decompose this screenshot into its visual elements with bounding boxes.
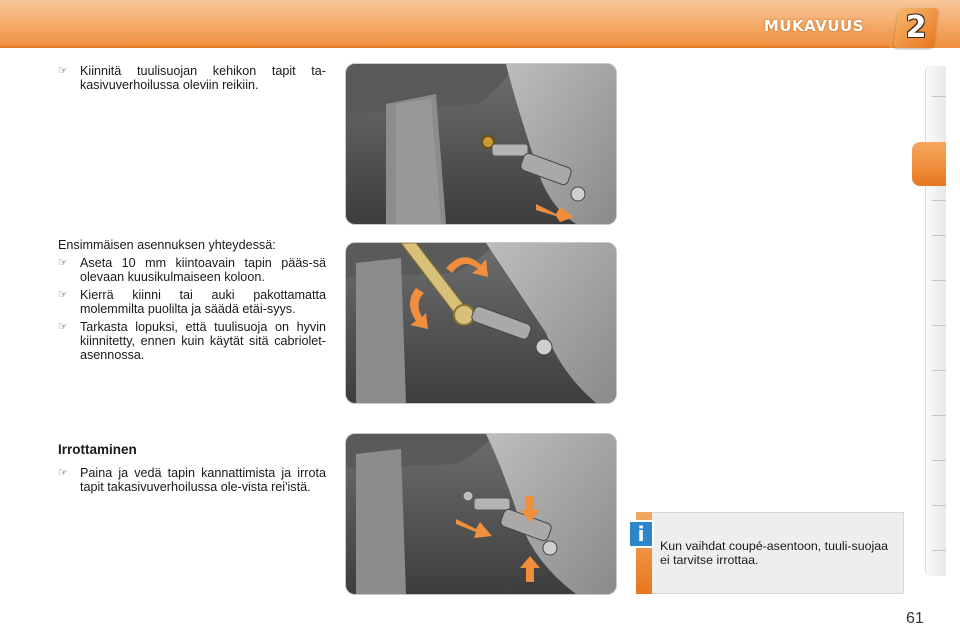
illustration-drawing xyxy=(346,64,616,224)
page-number: 61 xyxy=(906,610,924,627)
instruction-bullet xyxy=(58,64,326,92)
instruction-text: Paina ja vedä tapin kannattimista ja irrota tapit takasivuverhoilussa ole-vista rei'istä. xyxy=(80,466,326,494)
tab-divider xyxy=(932,200,946,201)
chapter-tab-active[interactable] xyxy=(912,142,946,186)
illustration-pin-insert xyxy=(345,63,617,225)
pointing-hand-icon: ☞ xyxy=(58,289,68,301)
instruction-text: Aseta 10 mm kiintoavain tapin pääs-sä olevaan kuusikulmaiseen koloon. xyxy=(80,256,326,284)
pointing-hand-icon: ☞ xyxy=(58,321,68,333)
pointing-hand-icon: ☞ xyxy=(58,65,68,77)
instruction-bullet xyxy=(58,256,326,284)
chapter-title: MUKAVUUS xyxy=(763,17,864,35)
section-first-install-text xyxy=(58,238,326,366)
tab-divider xyxy=(932,96,946,97)
illustration-drawing xyxy=(346,243,616,403)
tab-divider xyxy=(932,325,946,326)
pointing-hand-icon: ☞ xyxy=(58,467,68,479)
tab-divider xyxy=(932,505,946,506)
instruction-bullet xyxy=(58,288,326,316)
tab-divider xyxy=(932,415,946,416)
illustration-drawing xyxy=(346,434,616,594)
instruction-text: Tarkasta lopuksi, että tuulisuoja on hyvin kiinnitetty, ennen kuin käytät sitä cabriolet-asennossa. xyxy=(80,320,326,362)
instruction-text: Kiinnitä tuulisuojan kehikon tapit ta-kasivuverhoilussa oleviin reikiin. xyxy=(80,64,326,92)
instruction-bullet xyxy=(58,320,326,362)
section-removal-text xyxy=(58,466,326,498)
header-underline xyxy=(0,46,890,48)
intro-text: Ensimmäisen asennuksen yhteydessä: xyxy=(58,238,276,252)
instruction-text: Kierrä kiinni tai auki pakottamatta molemmilta puolilta ja säädä etäi-syys. xyxy=(80,288,326,316)
tab-divider xyxy=(932,460,946,461)
instruction-bullet xyxy=(58,466,326,494)
info-text: Kun vaihdat coupé-asentoon, tuuli-suojaa ei tarvitse irrottaa. xyxy=(660,539,889,567)
chapter-number: 2 xyxy=(905,10,927,45)
tab-divider xyxy=(932,235,946,236)
tab-divider xyxy=(932,370,946,371)
section-heading-removal: Irrottaminen xyxy=(58,442,137,457)
info-icon: i xyxy=(628,520,654,548)
illustration-wrench-adjust xyxy=(345,242,617,404)
section-fasten-text xyxy=(58,64,326,96)
pointing-hand-icon: ☞ xyxy=(58,257,68,269)
illustration-pin-remove xyxy=(345,433,617,595)
tab-divider xyxy=(932,550,946,551)
tab-divider xyxy=(932,280,946,281)
